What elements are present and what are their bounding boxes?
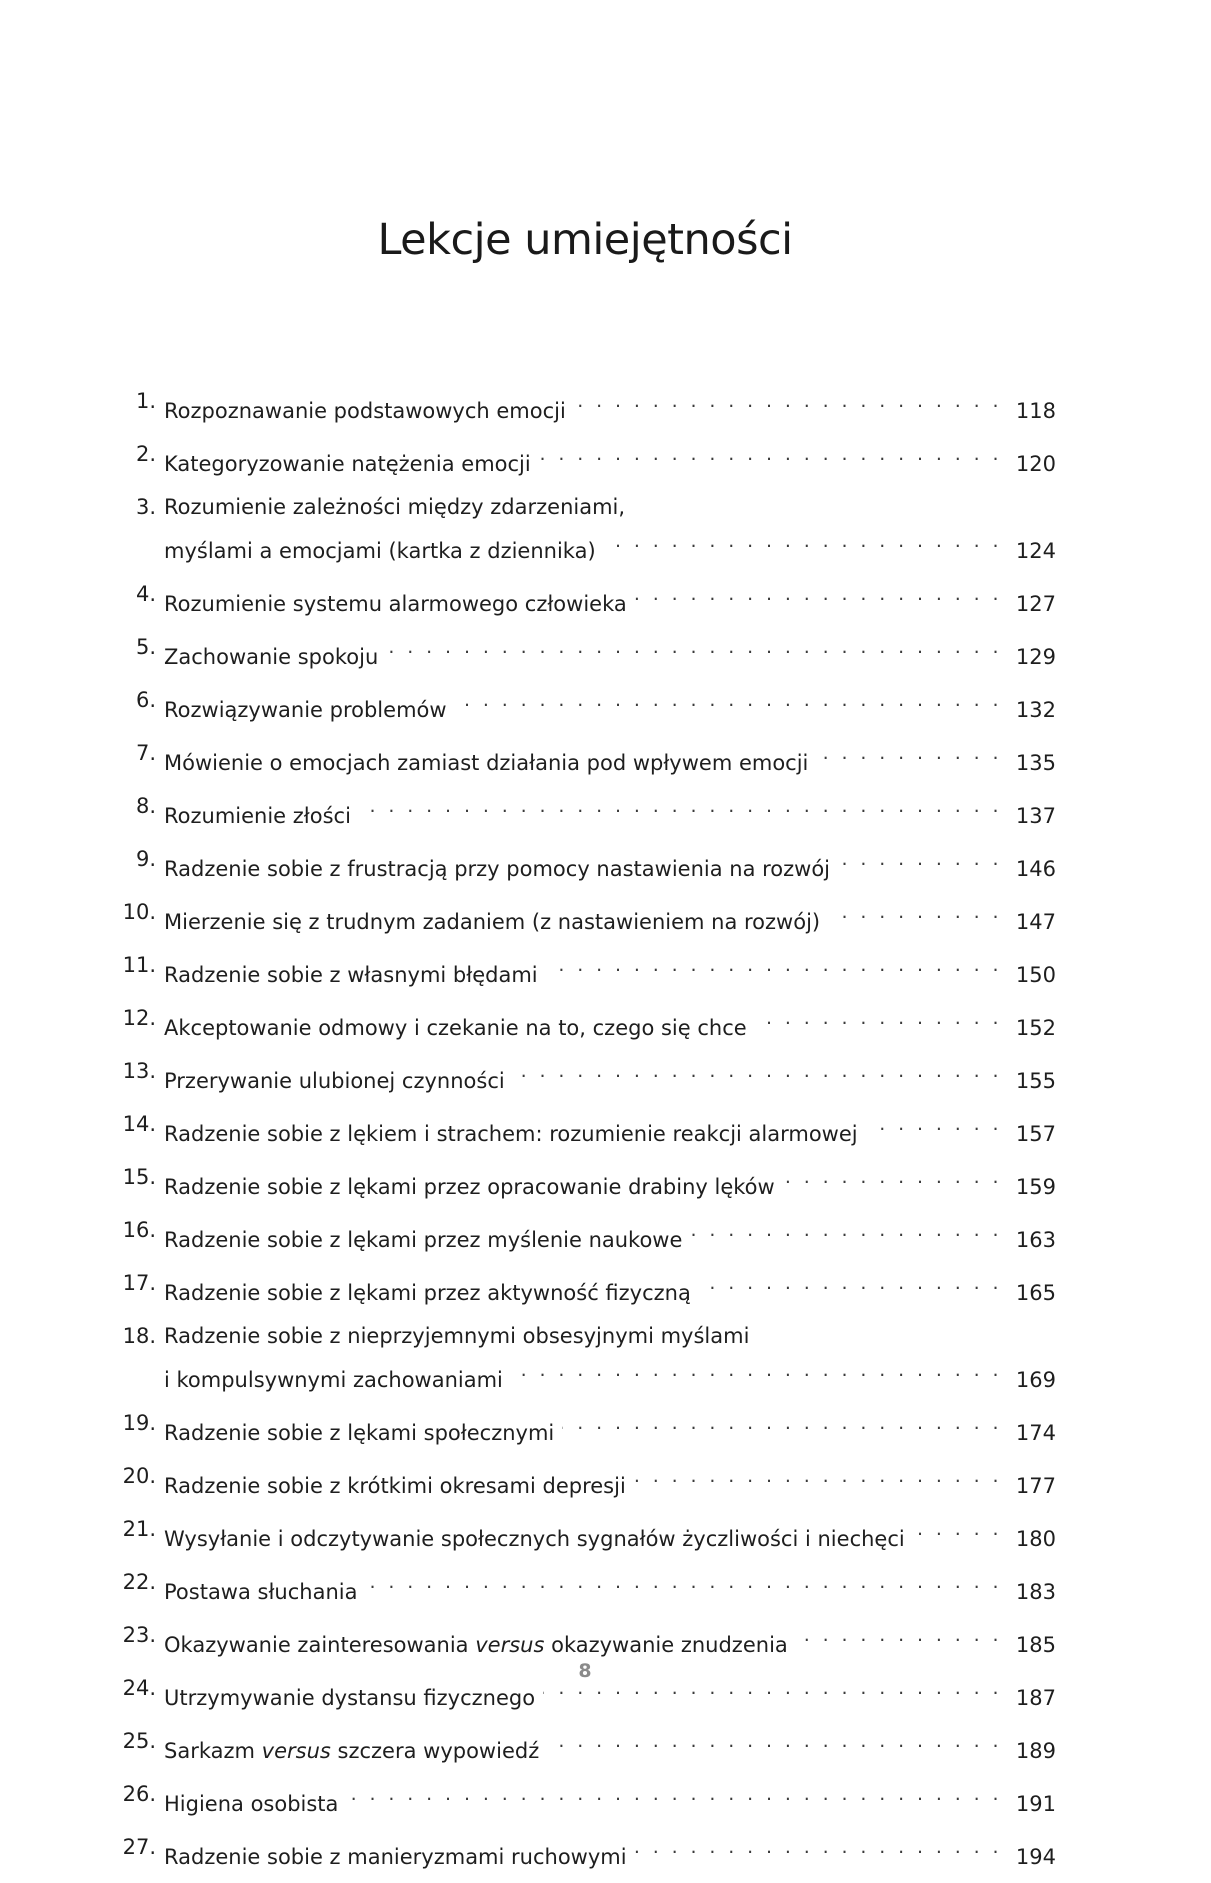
entry-number: 11.: [122, 953, 156, 977]
entry-title: Akceptowanie odmowy i czekanie na to, czego się chce: [164, 1016, 747, 1040]
entry-title-italic: versus: [261, 1739, 331, 1763]
entry-page-number: 152: [1015, 1016, 1056, 1040]
entry-page-number: 147: [1015, 910, 1056, 934]
entry-page-number: 127: [1015, 592, 1056, 616]
entry-number: 4.: [135, 582, 156, 606]
entry-page-number: 118: [1015, 399, 1056, 423]
entry-number: 9.: [135, 847, 156, 871]
entry-title-italic: versus: [475, 1633, 545, 1657]
entry-number: 21.: [122, 1517, 156, 1541]
dot-leader: [635, 1830, 1002, 1864]
dot-leader: [634, 1459, 1002, 1493]
dot-leader: [816, 736, 1002, 770]
entry-number: 5.: [135, 635, 156, 659]
entry-title: Radzenie sobie z lękiem i strachem: rozumienie reakcji alarmowej: [164, 1122, 858, 1146]
entry-title: Zachowanie spokoju: [164, 645, 379, 669]
toc-entry-6: [118, 683, 1056, 727]
entry-title-part: Sarkazm: [164, 1739, 262, 1763]
toc-entry-12: [118, 1001, 1056, 1045]
entry-number: 13.: [122, 1059, 156, 1083]
toc-entry-26: [118, 1777, 1056, 1821]
toc-entry-9: [118, 842, 1056, 886]
entry-number: 22.: [122, 1570, 156, 1594]
toc-entry-3: [118, 490, 1056, 568]
entry-title: Radzenie sobie z krótkimi okresami depresji: [164, 1474, 626, 1498]
entry-number: 16.: [122, 1218, 156, 1242]
entry-page-number: 150: [1015, 963, 1056, 987]
entry-title: Rozwiązywanie problemów: [164, 698, 447, 722]
entry-title: Mierzenie się z trudnym zadaniem (z nastawieniem na rozwój): [164, 910, 821, 934]
entry-page-number: 159: [1015, 1175, 1056, 1199]
entry-title: Rozumienie złości: [164, 804, 351, 828]
entry-page-number: 174: [1015, 1421, 1056, 1445]
dot-leader: [783, 1160, 1002, 1194]
toc-entry-23: [118, 1618, 1056, 1662]
toc-entry-19: [118, 1406, 1056, 1450]
entry-title: Radzenie sobie z manieryzmami ruchowymi: [164, 1845, 627, 1869]
dot-leader: [346, 1777, 1002, 1811]
entry-title: Mówienie o emocjach zamiast działania pod wpływem emocji: [164, 751, 809, 775]
toc-entry-1: [118, 384, 1056, 428]
dot-leader: [755, 1001, 1002, 1035]
entry-title: Rozpoznawanie podstawowych emocji: [164, 399, 566, 423]
entry-page-number: 169: [1015, 1368, 1056, 1392]
entry-number: 2.: [135, 442, 156, 466]
toc-entry-10: [118, 895, 1056, 939]
entry-number: 10.: [122, 900, 156, 924]
toc-entry-20: [118, 1459, 1056, 1503]
toc-entry-21: [118, 1512, 1056, 1556]
dot-leader: [866, 1107, 1002, 1141]
toc-entry-5: [118, 630, 1056, 674]
page-number: 8: [578, 1660, 592, 1682]
dot-leader: [365, 1565, 1002, 1599]
entry-title: Kategoryzowanie natężenia emocji: [164, 452, 531, 476]
entry-number: 18.: [122, 1324, 156, 1348]
entry-title: [164, 1628, 788, 1662]
entry-title: Radzenie sobie z frustracją przy pomocy nastawienia na rozwój: [164, 857, 831, 881]
entry-number: 3.: [135, 495, 156, 519]
toc-entry-18: [118, 1319, 1056, 1397]
table-of-contents: [118, 384, 1056, 1883]
entry-number: 23.: [122, 1623, 156, 1647]
entry-page-number: 183: [1015, 1580, 1056, 1604]
entry-page-number: 135: [1015, 751, 1056, 775]
entry-page-number: 163: [1015, 1228, 1056, 1252]
toc-entry-15: [118, 1160, 1056, 1204]
entry-page-number: 124: [1015, 539, 1056, 563]
entry-title: Higiena osobista: [164, 1792, 339, 1816]
dot-leader: [699, 1266, 1002, 1300]
dot-leader: [562, 1406, 1002, 1440]
entry-title-part: Okazywanie zainteresowania: [164, 1633, 476, 1657]
toc-entry-8: [118, 789, 1056, 833]
toc-entry-4: [118, 577, 1056, 621]
entry-page-number: 191: [1015, 1792, 1056, 1816]
dot-leader: [386, 630, 1002, 664]
entry-title: Przerywanie ulubionej czynności: [164, 1069, 505, 1093]
entry-title-part: szczera wypowiedź: [330, 1739, 540, 1763]
entry-page-number: 165: [1015, 1281, 1056, 1305]
toc-entry-11: [118, 948, 1056, 992]
toc-entry-14: [118, 1107, 1056, 1151]
toc-entry-16: [118, 1213, 1056, 1257]
toc-entry-13: [118, 1054, 1056, 1098]
dot-leader: [511, 1353, 1002, 1387]
dot-leader: [828, 895, 1002, 929]
entry-number: 19.: [122, 1411, 156, 1435]
entry-title: Radzenie sobie z własnymi błędami: [164, 963, 538, 987]
entry-page-number: 185: [1015, 1633, 1056, 1657]
entry-page-number: 194: [1015, 1845, 1056, 1869]
entry-title: Radzenie sobie z lękami przez myślenie naukowe: [164, 1228, 683, 1252]
entry-number: 26.: [122, 1782, 156, 1806]
entry-title: Radzenie sobie z lękami społecznymi: [164, 1421, 555, 1445]
dot-leader: [796, 1618, 1002, 1652]
toc-entry-17: [118, 1266, 1056, 1310]
entry-title: Wysyłanie i odczytywanie społecznych sygnałów życzliwości i niechęci: [164, 1527, 905, 1551]
toc-entry-22: [118, 1565, 1056, 1609]
entry-page-number: 129: [1015, 645, 1056, 669]
entry-title-line-1: Rozumienie zależności między zdarzeniami,: [164, 495, 626, 519]
entry-number: 15.: [122, 1165, 156, 1189]
entry-page-number: 189: [1015, 1739, 1056, 1763]
dot-leader: [690, 1213, 1002, 1247]
dot-leader: [547, 1724, 1002, 1758]
entry-number: 27.: [122, 1835, 156, 1859]
entry-page-number: 137: [1015, 804, 1056, 828]
entry-number: 24.: [122, 1676, 156, 1700]
toc-entry-7: [118, 736, 1056, 780]
entry-page-number: 157: [1015, 1122, 1056, 1146]
entry-title: Radzenie sobie z lękami przez aktywność fizyczną: [164, 1281, 691, 1305]
entry-number: 6.: [135, 688, 156, 712]
entry-title-part: okazywanie znudzenia: [544, 1633, 788, 1657]
dot-leader: [635, 577, 1002, 611]
entry-number: 17.: [122, 1271, 156, 1295]
entry-title: Utrzymywanie dystansu fizycznego: [164, 1686, 536, 1710]
entry-number: 25.: [122, 1729, 156, 1753]
dot-leader: [574, 384, 1002, 418]
dot-leader: [546, 948, 1002, 982]
dot-leader: [359, 789, 1002, 823]
toc-entry-2: [118, 437, 1056, 481]
dot-leader: [455, 683, 1002, 717]
entry-title-line-2: i kompulsywnymi zachowaniami: [164, 1368, 503, 1392]
dot-leader: [838, 842, 1002, 876]
entry-title: Postawa słuchania: [164, 1580, 358, 1604]
dot-leader: [539, 437, 1002, 471]
entry-page-number: 146: [1015, 857, 1056, 881]
entry-page-number: 132: [1015, 698, 1056, 722]
entry-title-line-2: myślami a emocjami (kartka z dziennika): [164, 539, 596, 563]
entry-page-number: 177: [1015, 1474, 1056, 1498]
entry-page-number: 120: [1015, 452, 1056, 476]
entry-title: Rozumienie systemu alarmowego człowieka: [164, 592, 627, 616]
entry-title-line-1: Radzenie sobie z nieprzyjemnymi obsesyjnymi myślami: [164, 1324, 750, 1348]
entry-number: 8.: [135, 794, 156, 818]
entry-page-number: 180: [1015, 1527, 1056, 1551]
entry-number: 20.: [122, 1464, 156, 1488]
entry-page-number: 187: [1015, 1686, 1056, 1710]
page-title: Lekcje umiejętności: [377, 215, 793, 265]
entry-title: Radzenie sobie z lękami przez opracowanie drabiny lęków: [164, 1175, 775, 1199]
dot-leader: [513, 1054, 1002, 1088]
entry-page-number: 155: [1015, 1069, 1056, 1093]
entry-number: 7.: [135, 741, 156, 765]
toc-entry-27: [118, 1830, 1056, 1874]
entry-number: 1.: [135, 389, 156, 413]
entry-number: 14.: [122, 1112, 156, 1136]
entry-title: [164, 1734, 539, 1768]
dot-leader: [913, 1512, 1002, 1546]
toc-entry-25: [118, 1724, 1056, 1768]
entry-number: 12.: [122, 1006, 156, 1030]
dot-leader: [604, 524, 1002, 558]
